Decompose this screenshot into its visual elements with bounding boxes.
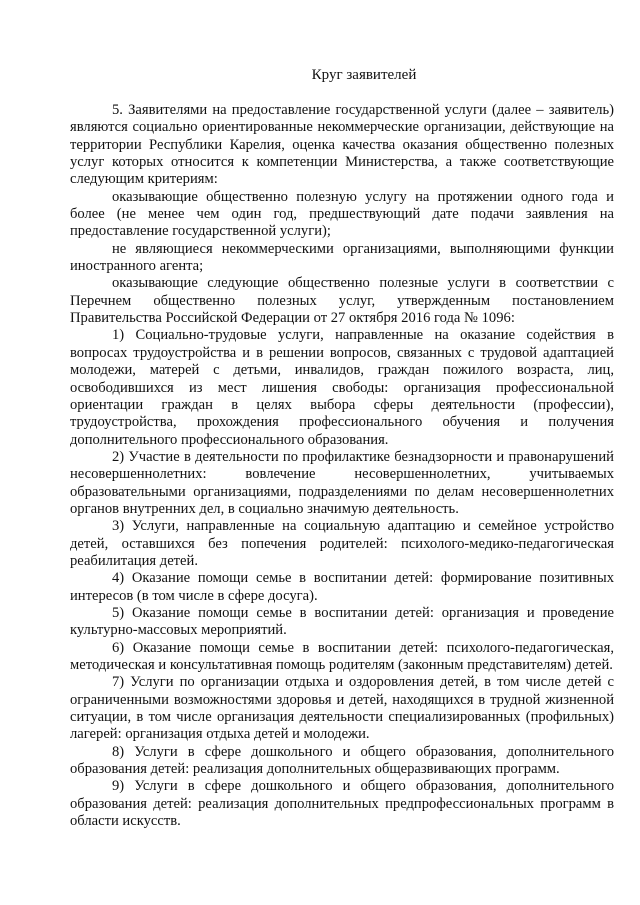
list-item-3: 3) Услуги, направленные на социальную адаптацию и семейное устройство детей, оставшихся без попечения родителей: психолого-медико-педагогическая реабилитация детей. bbox=[70, 518, 614, 569]
section-heading: Круг заявителей bbox=[311, 67, 417, 83]
list-item-4: 4) Оказание помощи семье в воспитании детей: формирование позитивных интересов (в том числе в сфере досуга). bbox=[70, 570, 614, 604]
list-item-9: 9) Услуги в сфере дошкольного и общего образования, дополнительного образования детей: реализация дополнительных предпрофессиональных программ в области искусств. bbox=[70, 778, 614, 830]
paragraph-criterion-3: оказывающие следующие общественно полезные услуги в соответствии с Перечнем общественно полезных услуг, утвержденным постановлением Правительства Российской Федерации от 27 октября 2016 года № 1096: bbox=[70, 275, 614, 327]
list-item-6: 6) Оказание помощи семье в воспитании детей: психолого-педагогическая, методическая и консультативная помощь родителям (законным представителям) детей. bbox=[70, 639, 614, 673]
list-item-7: 7) Услуги по организации отдыха и оздоровления детей, в том числе детей с ограниченными возможностями здоровья и детей, находящихся в трудной жизненной ситуации, в том числе организация деятельности специализированных (профильных) лагерей: организация отдыха детей и молодежи. bbox=[70, 674, 614, 743]
paragraph-applicants: 5. Заявителями на предоставление государственной услуги (далее – заявитель) являются социально ориентированные некоммерческие организации, действующие на территории Республики Карелия, оценка качества оказания общественно полезных услуг которых относится к компетенции Министерства, а также соответствующие следующим критериям: bbox=[70, 102, 614, 188]
list-item-8: 8) Услуги в сфере дошкольного и общего образования, дополнительного образования детей: реализация дополнительных общеразвивающих программ. bbox=[70, 743, 614, 778]
paragraph-criterion-1: оказывающие общественно полезную услугу на протяжении одного года и более (не менее чем один год, предшествующий дате подачи заявления на предоставление государственной услуги); bbox=[70, 188, 614, 240]
list-item-1: 1) Социально-трудовые услуги, направленные на оказание содействия в вопросах трудоустройства и в решении вопросов, связанных с трудовой адаптацией молодежи, матерей с детьми, инвалидов, граждан пожилого возраста, лиц, освободившихся из мест лишения свободы: организация профессиональной ориентации граждан в целях выбора сферы деятельности (профессии), трудоустройства, прохождения профессионального обучения и получения дополнительного профессионального образования. bbox=[70, 327, 614, 448]
list-item-5: 5) Оказание помощи семье в воспитании детей: организация и проведение культурно-массовых мероприятий. bbox=[70, 604, 614, 639]
paragraph-criterion-2: не являющиеся некоммерческими организациями, выполняющими функции иностранного агента; bbox=[70, 240, 614, 275]
list-item-2: 2) Участие в деятельности по профилактике безнадзорности и правонарушений несовершеннолетних: вовлечение несовершеннолетних, учитываемых образовательными организациями, подразделениями по делам несовершеннолетних органов внутренних дел, в социально значимую деятельность. bbox=[70, 448, 614, 517]
document-body bbox=[70, 102, 614, 830]
